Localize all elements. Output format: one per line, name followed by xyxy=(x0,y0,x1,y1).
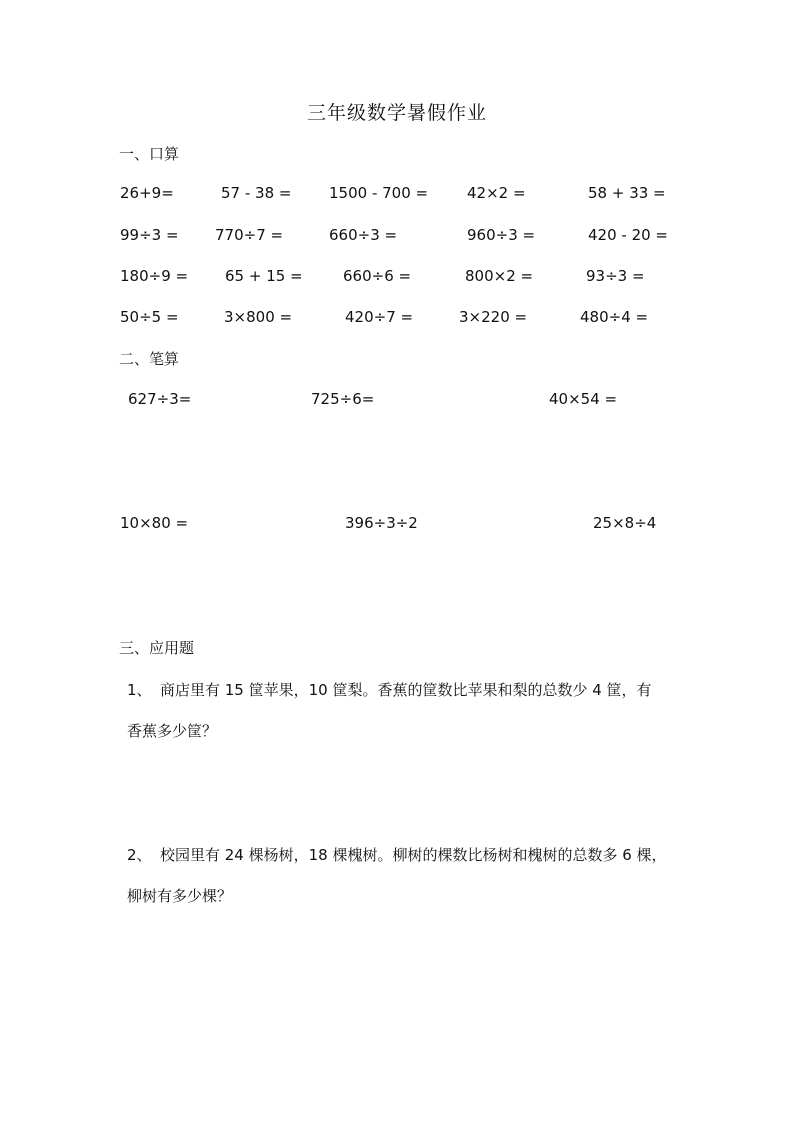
section-heading-word: 三、应用题 xyxy=(119,639,195,657)
word-problem-number: 2、 xyxy=(127,846,152,864)
word-problem-number: 1、 xyxy=(127,681,152,699)
oral-problem: 180÷9 = xyxy=(120,267,189,285)
oral-problem: 3×800 = xyxy=(224,308,293,326)
word-problem-text: 柳树有多少棵？ xyxy=(127,887,233,905)
oral-problem: 58 + 33 = xyxy=(588,184,666,202)
written-problem: 627÷3= xyxy=(128,390,192,408)
oral-problem: 57 - 38 = xyxy=(221,184,292,202)
word-problem-text: 香蕉多少筐？ xyxy=(127,722,218,740)
section-heading-written: 二、笔算 xyxy=(119,350,180,368)
oral-problem: 93÷3 = xyxy=(586,267,645,285)
oral-problem: 660÷3 = xyxy=(329,226,398,244)
oral-problem: 1500 - 700 = xyxy=(329,184,429,202)
oral-problem: 420 - 20 = xyxy=(588,226,669,244)
oral-problem: 800×2 = xyxy=(465,267,534,285)
oral-problem: 480÷4 = xyxy=(580,308,649,326)
written-problem: 725÷6= xyxy=(311,390,375,408)
written-problem: 25×8÷4 xyxy=(593,514,657,532)
oral-problem: 960÷3 = xyxy=(467,226,536,244)
oral-problem: 660÷6 = xyxy=(343,267,412,285)
oral-problem: 99÷3 = xyxy=(120,226,179,244)
word-problem-text: 校园里有 24 棵杨树，18 棵槐树。柳树的棵数比杨树和槐树的总数多 6 棵， xyxy=(160,846,667,864)
oral-problem: 770÷7 = xyxy=(215,226,284,244)
section-heading-oral: 一、口算 xyxy=(119,145,180,163)
oral-problem: 26+9= xyxy=(120,184,174,202)
oral-problem: 3×220 = xyxy=(459,308,528,326)
written-problem: 396÷3÷2 xyxy=(345,514,418,532)
oral-problem: 50÷5 = xyxy=(120,308,179,326)
oral-problem: 65 + 15 = xyxy=(225,267,303,285)
written-problem: 40×54 = xyxy=(549,390,618,408)
word-problem-text: 商店里有 15 筐苹果，10 筐梨。香蕉的筐数比苹果和梨的总数少 4 筐，有 xyxy=(160,681,652,699)
oral-problem: 420÷7 = xyxy=(345,308,414,326)
oral-problem: 42×2 = xyxy=(467,184,526,202)
written-problem: 10×80 = xyxy=(120,514,189,532)
page-title: 三年级数学暑假作业 xyxy=(306,102,487,124)
